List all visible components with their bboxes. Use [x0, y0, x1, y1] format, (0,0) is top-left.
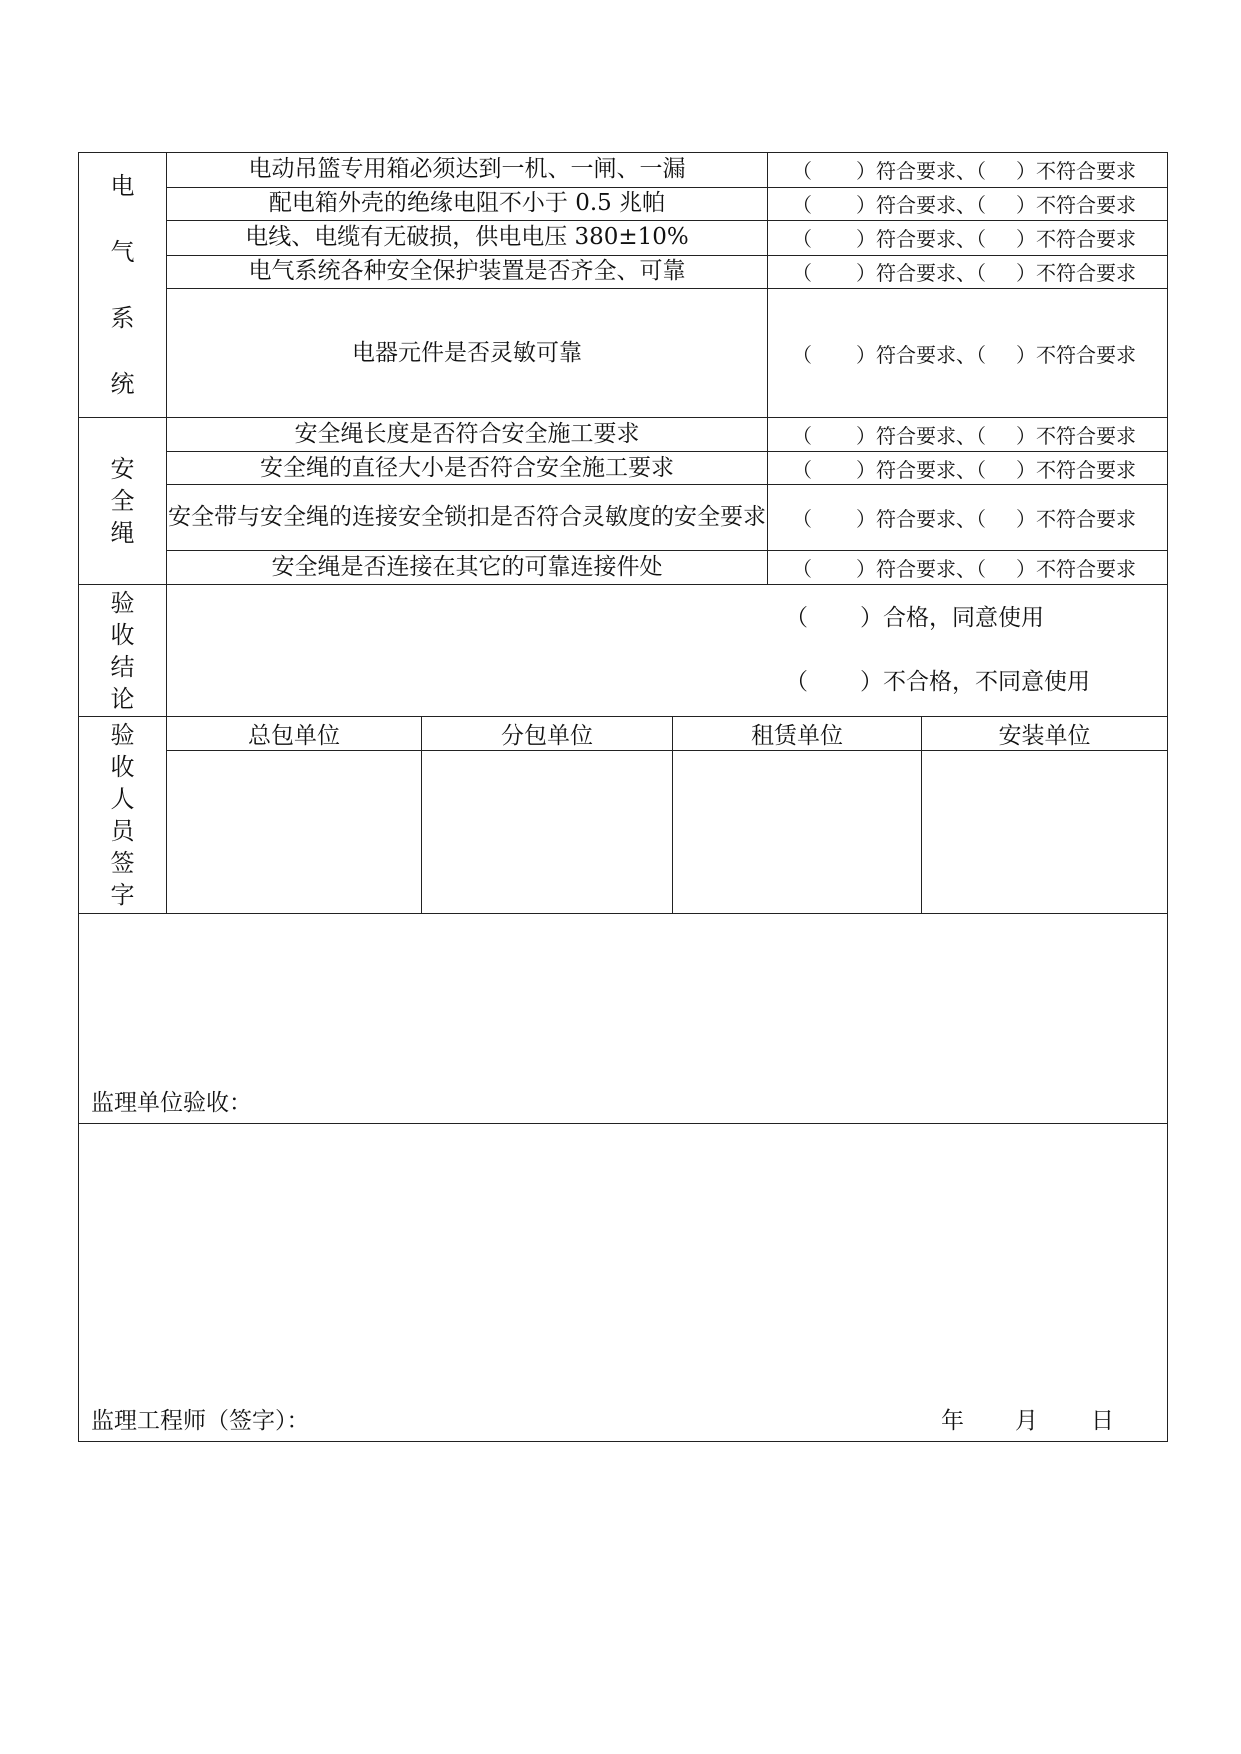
compliance-options[interactable]: （ ）符合要求、（ ）不符合要求 — [768, 221, 1168, 256]
rope-row-3 — [79, 485, 1168, 551]
unit-general-contractor: 总包单位 — [167, 717, 422, 751]
compliance-options[interactable]: （ ）符合要求、（ ）不符合要求 — [768, 551, 1168, 585]
compliance-options[interactable]: （ ）符合要求、（ ）不符合要求 — [768, 153, 1168, 188]
category-char: 验 — [110, 588, 135, 617]
category-char: 员 — [110, 817, 135, 845]
date-day: 日 — [1091, 1408, 1114, 1434]
compliance-options[interactable]: （ ）符合要求、（ ）不符合要求 — [768, 452, 1168, 485]
check-item: 安全带与安全绳的连接安全锁扣是否符合灵敏度的安全要求 — [167, 485, 768, 551]
date-year: 年 — [941, 1408, 964, 1434]
signature-field-subcontractor[interactable] — [422, 751, 673, 914]
category-char: 论 — [110, 684, 135, 713]
signature-field-installation[interactable] — [922, 751, 1168, 914]
conclusion-row — [79, 585, 1168, 717]
check-item: 安全绳是否连接在其它的可靠连接件处 — [167, 551, 768, 585]
signature-header-row — [79, 717, 1168, 751]
engineer-cell[interactable] — [79, 1124, 1168, 1442]
electrical-row-1 — [79, 153, 1168, 188]
electrical-row-2 — [79, 187, 1168, 221]
unit-installation: 安装单位 — [922, 717, 1168, 751]
electrical-row-5 — [79, 289, 1168, 418]
compliance-options[interactable]: （ ）符合要求、（ ）不符合要求 — [768, 485, 1168, 551]
compliance-options[interactable]: （ ）符合要求、（ ）不符合要求 — [768, 187, 1168, 221]
check-item: 电动吊篮专用箱必须达到一机、一闸、一漏 — [167, 153, 768, 188]
check-item: 电器元件是否灵敏可靠 — [167, 289, 768, 418]
rope-row-4 — [79, 551, 1168, 585]
signature-row — [79, 751, 1168, 914]
safety-rope-category-cell — [79, 418, 167, 585]
check-item: 电气系统各种安全保护装置是否齐全、可靠 — [167, 255, 768, 289]
category-char: 绳 — [110, 519, 135, 547]
compliance-options[interactable]: （ ）符合要求、（ ）不符合要求 — [768, 255, 1168, 289]
unit-leasing: 租赁单位 — [673, 717, 922, 751]
category-char: 统 — [110, 370, 135, 398]
check-item: 配电箱外壳的绝缘电阻不小于 0.5 兆帕 — [167, 187, 768, 221]
conclusion-category-cell — [79, 585, 167, 717]
electrical-category-cell — [79, 153, 167, 418]
category-char: 签 — [110, 849, 135, 877]
category-char: 系 — [110, 304, 135, 332]
fail-option[interactable]: （ ）不合格，不同意使用 — [785, 669, 1090, 695]
conclusion-cell — [167, 585, 1168, 717]
category-char: 全 — [110, 487, 135, 515]
engineer-row — [79, 1124, 1168, 1442]
rope-row-2 — [79, 452, 1168, 485]
inspection-form-table — [78, 152, 1168, 1442]
unit-subcontractor: 分包单位 — [422, 717, 673, 751]
category-char: 收 — [110, 620, 135, 649]
compliance-options[interactable]: （ ）符合要求、（ ）不符合要求 — [768, 289, 1168, 418]
rope-row-1 — [79, 418, 1168, 452]
electrical-row-3 — [79, 221, 1168, 256]
category-char: 收 — [110, 753, 135, 781]
category-char: 验 — [110, 721, 135, 749]
signature-field-general-contractor[interactable] — [167, 751, 422, 914]
date-month: 月 — [1015, 1408, 1038, 1434]
engineer-signature-label: 监理工程师（签字）： — [91, 1408, 310, 1434]
category-char: 结 — [110, 652, 135, 681]
check-item: 安全绳长度是否符合安全施工要求 — [167, 418, 768, 452]
supervision-label: 监理单位验收： — [91, 1090, 252, 1116]
signature-field-leasing[interactable] — [673, 751, 922, 914]
category-char: 人 — [110, 785, 135, 813]
pass-option[interactable]: （ ）合格，同意使用 — [785, 605, 1044, 631]
supervision-cell[interactable] — [79, 914, 1168, 1124]
category-char: 安 — [110, 455, 135, 483]
supervision-row — [79, 914, 1168, 1124]
category-char: 电 — [110, 172, 135, 200]
check-item: 安全绳的直径大小是否符合安全施工要求 — [167, 452, 768, 485]
signature-category-cell — [79, 717, 167, 914]
category-char: 字 — [110, 881, 135, 909]
compliance-options[interactable]: （ ）符合要求、（ ）不符合要求 — [768, 418, 1168, 452]
electrical-row-4 — [79, 255, 1168, 289]
check-item: 电线、电缆有无破损，供电电压 380±10% — [167, 221, 768, 256]
category-char: 气 — [110, 238, 135, 266]
